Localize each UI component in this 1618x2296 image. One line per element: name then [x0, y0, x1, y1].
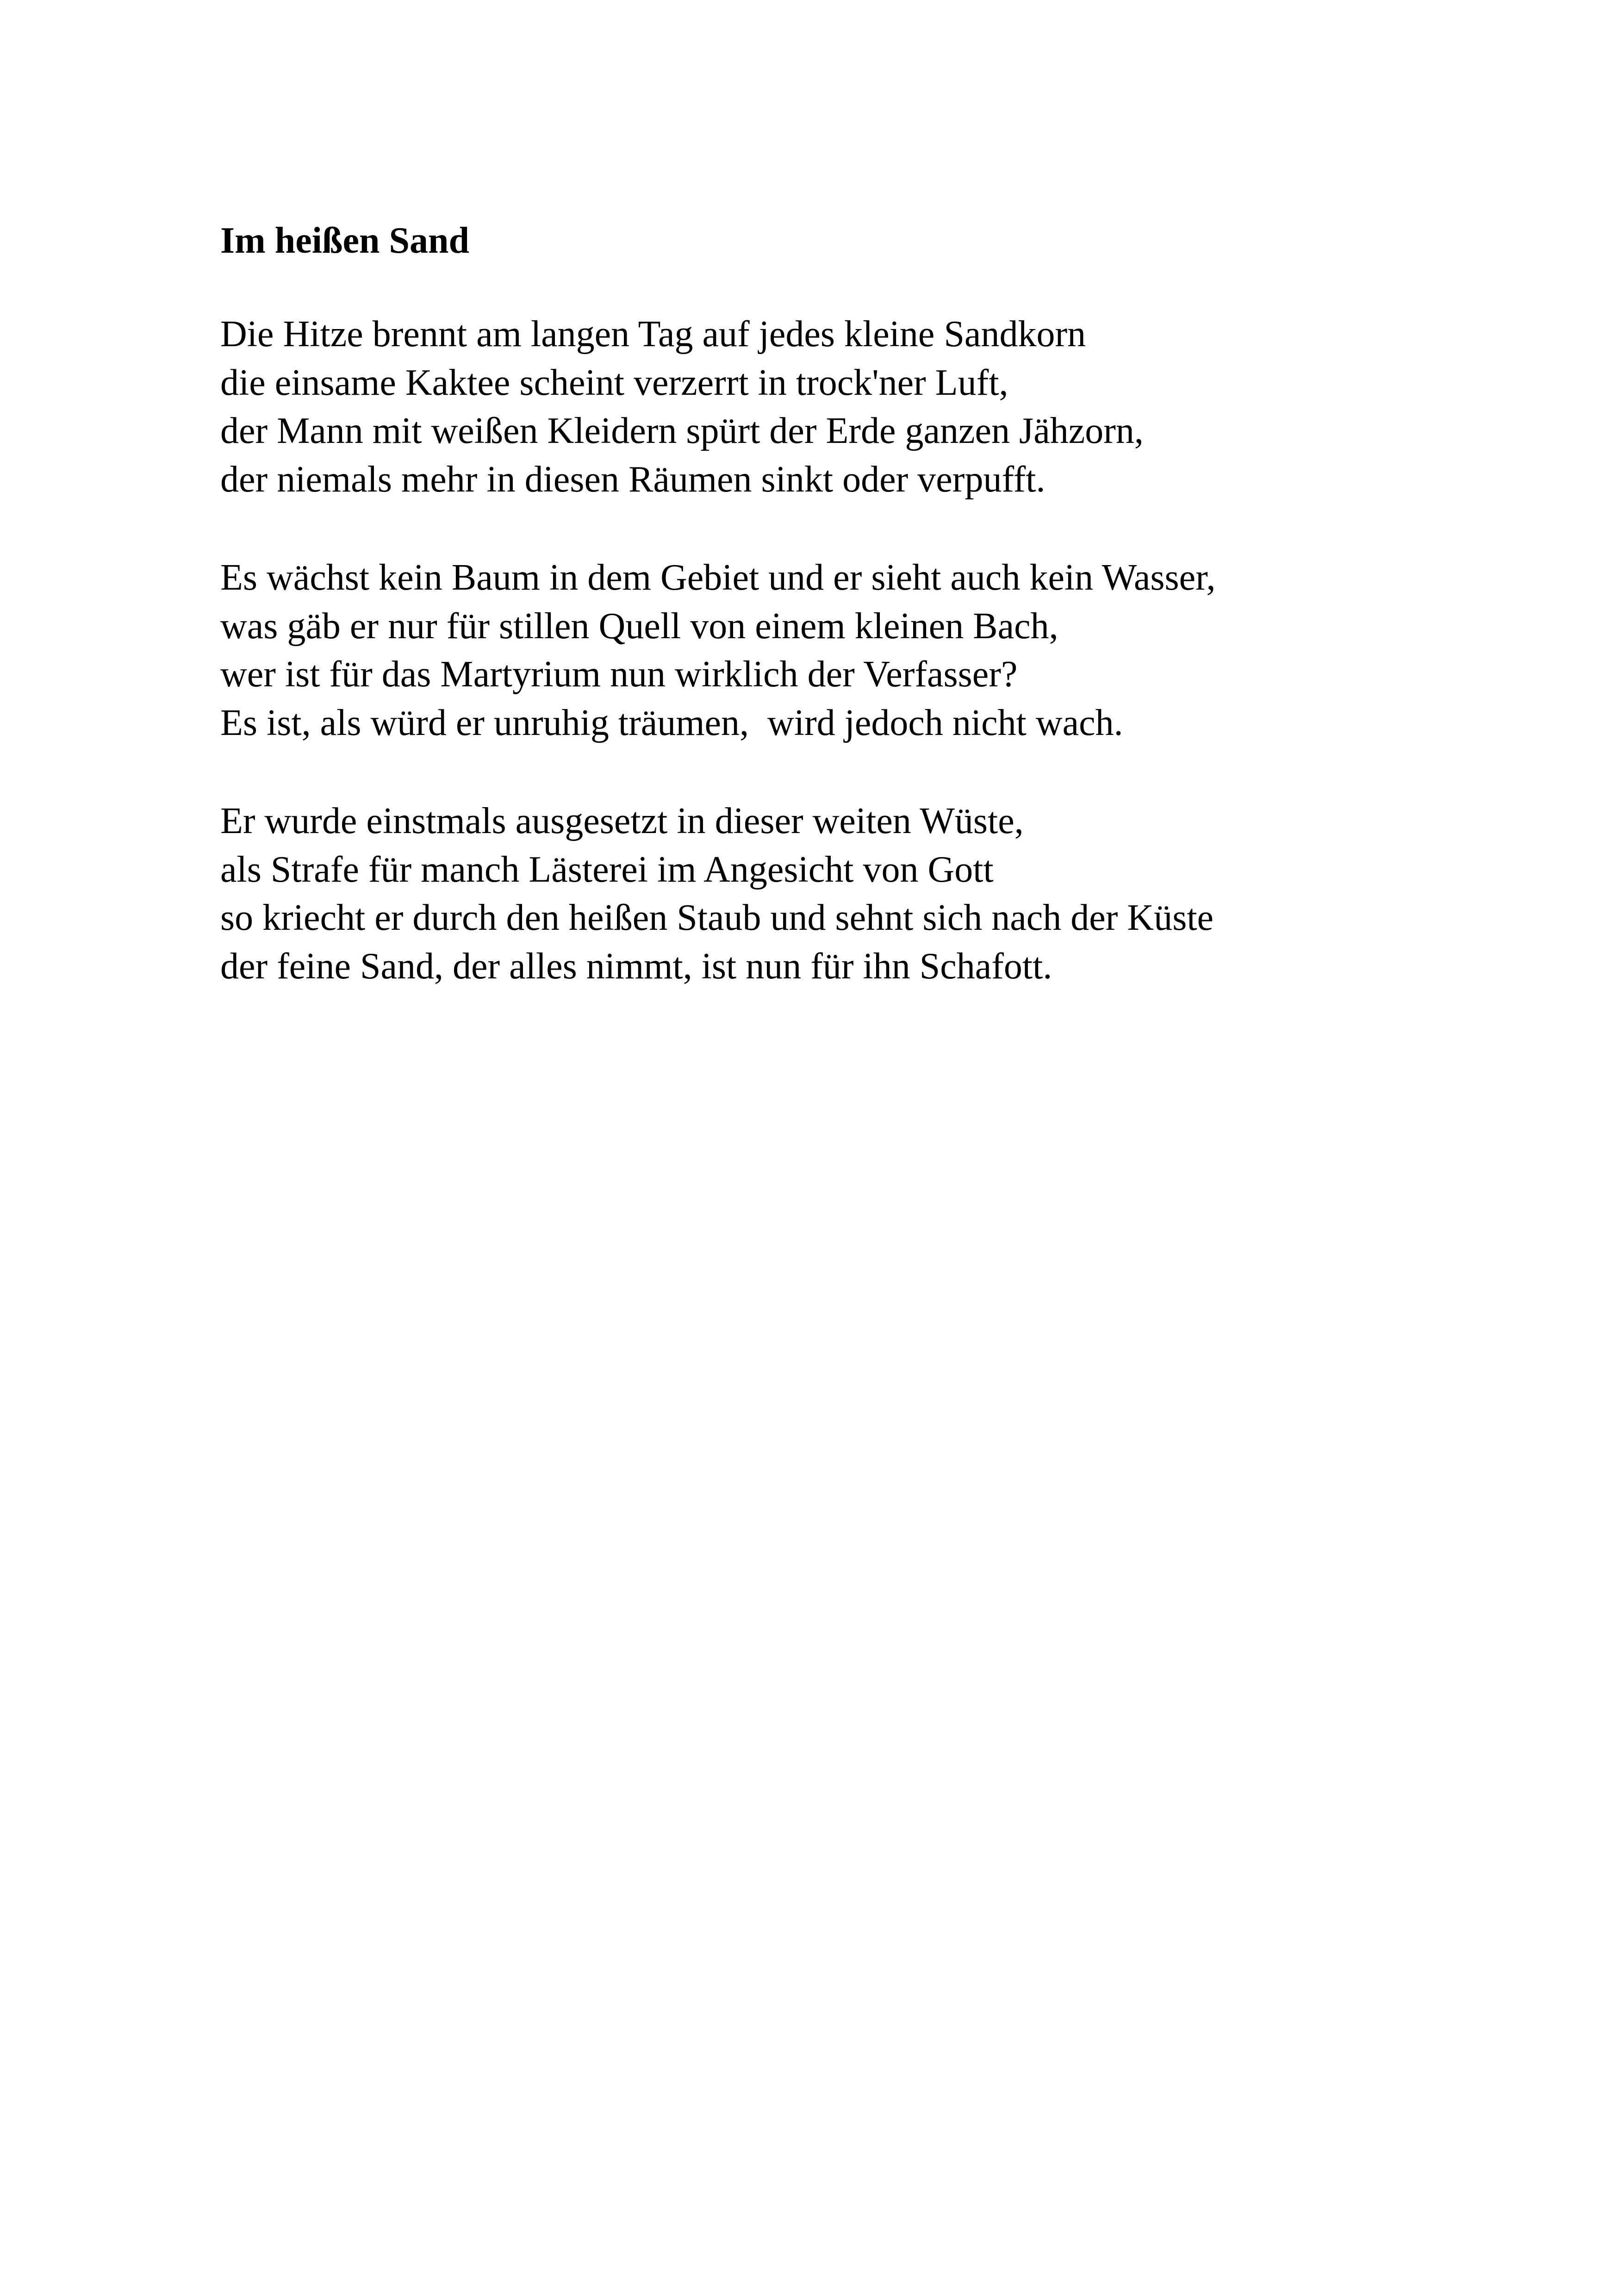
verse-line: der niemals mehr in diesen Räumen sinkt oder verpufft.	[220, 459, 1045, 500]
verse-line: Er wurde einstmals ausgesetzt in dieser weiten Wüste,	[220, 801, 1024, 841]
verse-line: Es wächst kein Baum in dem Gebiet und er sieht auch kein Wasser,	[220, 557, 1216, 598]
stanza-3	[220, 797, 1516, 990]
verse-line: der Mann mit weißen Kleidern spürt der Erde ganzen Jähzorn,	[220, 411, 1144, 451]
verse-line: was gäb er nur für stillen Quell von einem kleinen Bach,	[220, 605, 1058, 647]
stanza-2	[220, 554, 1516, 747]
verse-line: der feine Sand, der alles nimmt, ist nun für ihn Schafott.	[220, 946, 1052, 987]
poem-title: Im heißen Sand	[220, 220, 469, 261]
stanza-1	[220, 310, 1516, 504]
verse-line: als Strafe für manch Lästerei im Angesicht von Gott	[220, 849, 994, 890]
verse-line: Die Hitze brennt am langen Tag auf jedes kleine Sandkorn	[220, 314, 1086, 355]
verse-line: Es ist, als würd er unruhig träumen, wird jedoch nicht wach.	[220, 702, 1123, 743]
poem	[220, 218, 1516, 1040]
verse-line: die einsame Kaktee scheint verzerrt in trock'ner Luft,	[220, 362, 1008, 403]
verse-line: wer ist für das Martyrium nun wirklich der Verfasser?	[220, 654, 1018, 695]
verse-line: so kriecht er durch den heißen Staub und sehnt sich nach der Küste	[220, 897, 1214, 938]
